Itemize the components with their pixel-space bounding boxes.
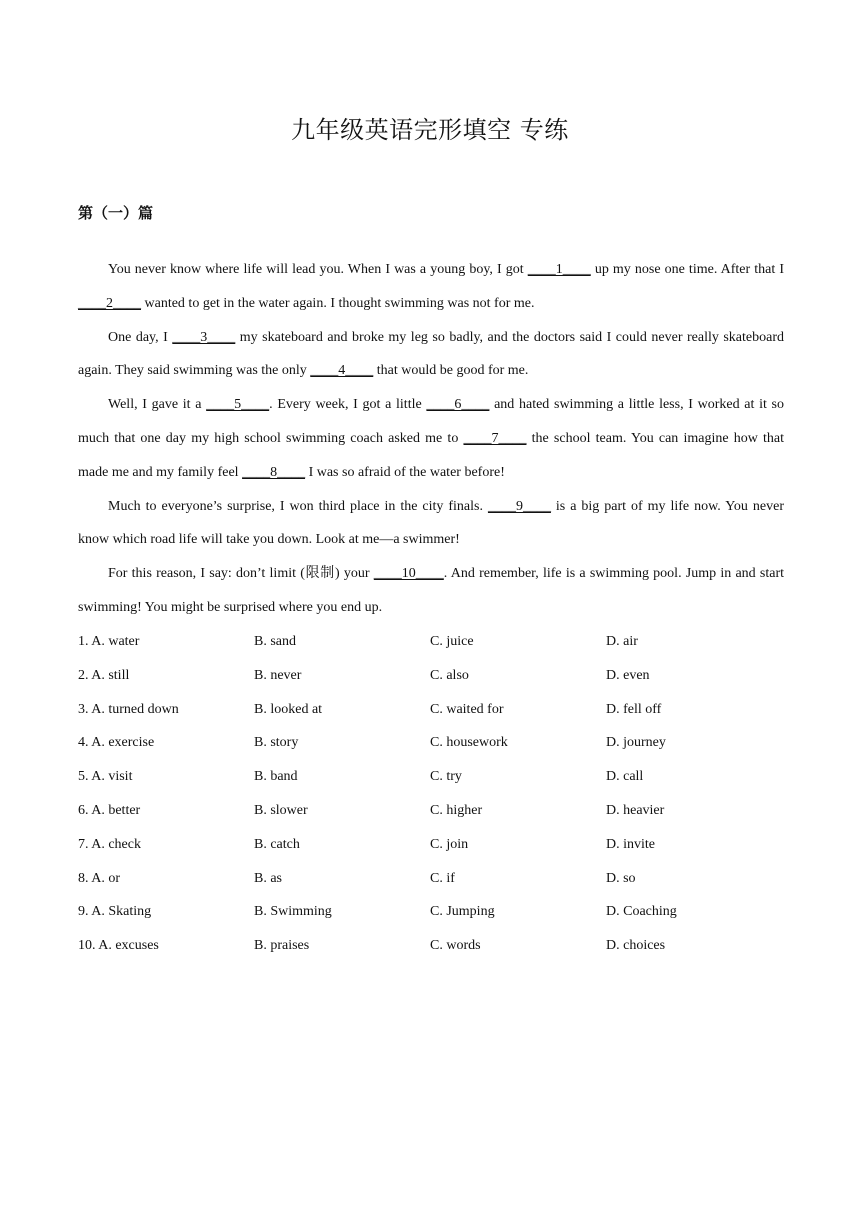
passage-text: You never know where life will lead you. When I was a young boy, I got	[108, 262, 528, 277]
option-b: B. Swimming	[254, 904, 332, 920]
option-c: C. try	[430, 769, 462, 785]
option-b: B. band	[254, 769, 298, 785]
blank-8: ____8____	[242, 464, 306, 480]
option-b: B. praises	[254, 938, 310, 954]
option-a: 4. A. exercise	[78, 735, 155, 751]
blank-5: ____5____	[206, 397, 270, 413]
option-c: C. Jumping	[430, 904, 495, 920]
passage-text: the school team. You can imagine how that made me and my family feel	[78, 430, 784, 480]
passage-text: that would be good for me.	[373, 363, 529, 379]
passage-text: Well, I gave it a	[108, 397, 207, 413]
option-b: B. story	[254, 735, 299, 751]
passage-paragraph-2	[78, 321, 784, 389]
blank-1: ____1____	[527, 262, 591, 277]
passage-paragraph-4	[78, 490, 784, 558]
option-a: 6. A. better	[78, 802, 141, 818]
passage-text: my skateboard and broke my leg so badly, and the doctors said I could never really skateboard again. They said swimming was the only	[78, 329, 784, 379]
option-a: 10. A. excuses	[78, 938, 159, 954]
option-d: D. fell off	[606, 701, 662, 717]
option-a: 2. A. still	[78, 667, 130, 683]
option-b: B. slower	[254, 802, 308, 818]
passage-text: and hated swimming a little less, I worked at it so much that one day my high school swimming coach asked me to	[78, 397, 785, 446]
option-d: D. so	[606, 870, 636, 886]
option-row-2	[78, 659, 784, 693]
option-a: 1. A. water	[78, 634, 140, 649]
answer-options	[78, 625, 784, 963]
passage-paragraph-3	[78, 388, 784, 489]
option-row-5	[78, 760, 784, 794]
option-a: 5. A. visit	[78, 769, 133, 785]
option-row-3	[78, 693, 784, 727]
passage-text: I was so afraid of the water before!	[305, 464, 505, 480]
option-row-1	[78, 625, 784, 659]
option-c: C. juice	[430, 634, 474, 649]
option-d: D. Coaching	[606, 904, 677, 920]
option-c: C. higher	[430, 802, 483, 818]
option-b: B. looked at	[254, 701, 323, 717]
passage-text: For this reason, I say: don’t limit (限制) your	[108, 566, 374, 582]
option-row-9	[78, 895, 784, 929]
option-row-7	[78, 828, 784, 862]
option-d: D. choices	[606, 938, 666, 954]
option-d: D. air	[606, 634, 638, 649]
passage-text: One day, I	[108, 329, 173, 345]
option-row-8	[78, 862, 784, 896]
option-row-10	[78, 929, 784, 963]
option-a: 8. A. or	[78, 870, 120, 886]
option-c: C. waited for	[430, 701, 504, 717]
option-a: 7. A. check	[78, 836, 141, 852]
blank-3: ____3____	[172, 329, 236, 345]
page-title: 九年级英语完形填空 专练	[291, 116, 569, 144]
passage-text: wanted to get in the water again. I thought swimming was not for me.	[141, 295, 535, 311]
passage-text: . Every week, I got a little	[269, 397, 427, 413]
blank-2: ____2____	[78, 295, 141, 311]
option-c: C. words	[430, 938, 481, 954]
option-c: C. also	[430, 667, 469, 683]
option-d: D. invite	[606, 836, 655, 852]
option-b: B. sand	[254, 634, 296, 649]
passage-text: . And remember, life is a swimming pool. Jump in and start swimming! You might be surprised where you end up.	[78, 566, 784, 615]
option-a: 9. A. Skating	[78, 904, 152, 920]
blank-4: ____4____	[310, 363, 374, 379]
blank-9: ____9____	[487, 498, 551, 514]
option-row-4	[78, 726, 784, 760]
blank-7: ____7____	[463, 430, 527, 446]
option-d: D. call	[606, 769, 644, 785]
blank-10: ____10____	[373, 566, 444, 582]
option-c: C. join	[430, 836, 469, 852]
passage-text: Much to everyone’s surprise, I won third place in the city finals.	[108, 498, 488, 514]
cloze-passage	[78, 253, 784, 625]
option-d: D. even	[606, 667, 650, 683]
section-heading: 第（一）篇	[78, 204, 154, 222]
option-b: B. catch	[254, 836, 300, 852]
option-a: 3. A. turned down	[78, 701, 179, 717]
option-b: B. as	[254, 870, 282, 886]
passage-text: up my nose one time. After that I	[590, 262, 785, 277]
passage-paragraph-5	[78, 557, 784, 625]
option-row-6	[78, 794, 784, 828]
option-c: C. housework	[430, 735, 508, 751]
option-d: D. journey	[606, 735, 666, 751]
option-c: C. if	[430, 870, 455, 886]
option-d: D. heavier	[606, 802, 665, 818]
option-b: B. never	[254, 667, 302, 683]
blank-6: ____6____	[426, 397, 490, 413]
passage-text: is a big part of my life now. You never know which road life will take you down. Look at me—a swimmer!	[78, 498, 784, 548]
passage-paragraph-1	[78, 253, 784, 321]
